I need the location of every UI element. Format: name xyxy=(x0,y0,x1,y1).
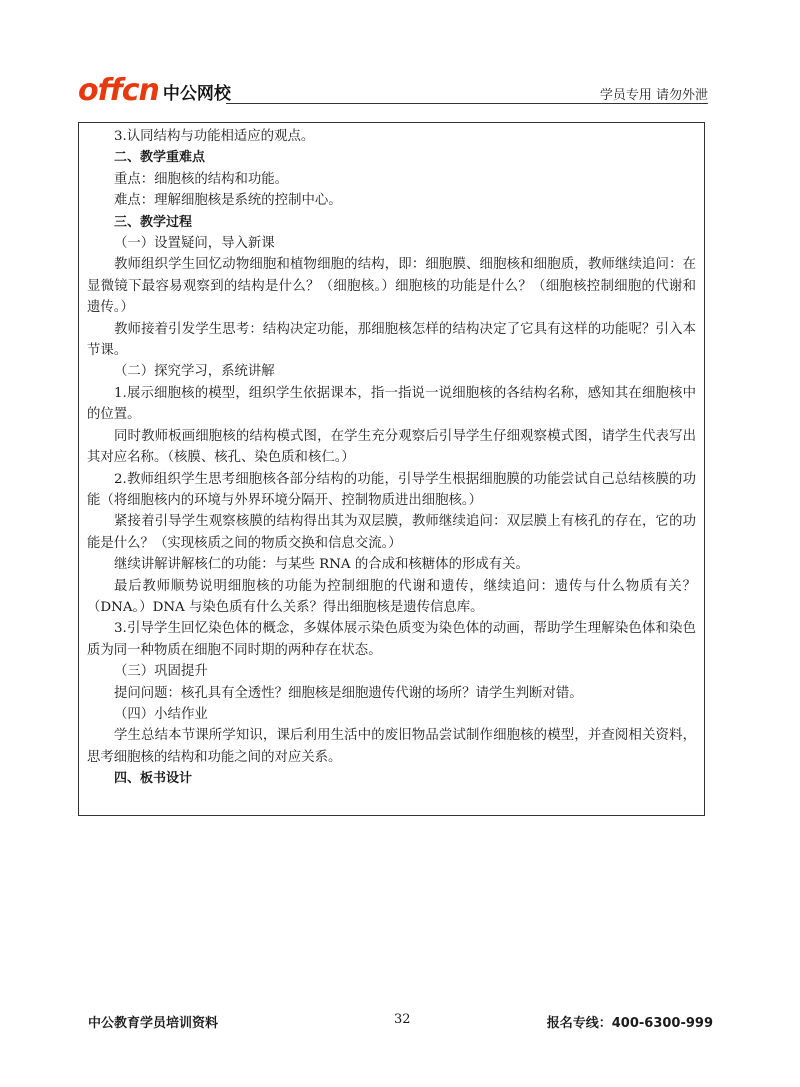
subheading-consolidate: （三）巩固提升 xyxy=(114,664,208,680)
page-header xyxy=(78,72,708,108)
paragraph: 教师接着引发学生思考：结构决定功能，那细胞核怎样的结构决定了它具有这样的功能呢？引入本节课。 xyxy=(87,321,696,359)
key-point: 重点：细胞核的结构和功能。 xyxy=(114,171,289,187)
paragraph: 紧接着引导学生观察核膜的结构得出其为双层膜，教师继续追问：双层膜上有核孔的存在，它的功能是什么？（实现核质之间的物质交换和信息交流。） xyxy=(87,514,696,551)
footer-title: 中公教育学员培训资料 xyxy=(88,1016,219,1031)
section-heading-board: 四、板书设计 xyxy=(114,771,193,787)
confidential-notice: 学员专用 请勿外泄 xyxy=(599,88,708,103)
subheading-intro: （一）设置疑问，导入新课 xyxy=(114,236,275,252)
difficult-point: 难点：理解细胞核是系统的控制中心。 xyxy=(114,193,342,209)
objective-3: 3.认同结构与功能相适应的观点。 xyxy=(114,129,315,144)
page-number: 32 xyxy=(394,1012,411,1027)
paragraph: 最后教师顺势说明细胞核的功能为控制细胞的代谢和遗传，继续追问：遗传与什么物质有关？（DNA。）DNA 与染色质有什么关系？得出细胞核是遗传信息库。 xyxy=(87,578,696,615)
logo-chinese-name: 中公网校 xyxy=(162,84,231,104)
paragraph: 继续讲解讲解核仁的功能：与某些 RNA 的合成和核糖体的形成有关。 xyxy=(114,557,529,573)
paragraph: 3.引导学生回忆染色体的概念，多媒体展示染色质变为染色体的动画，帮助学生理解染色体和染色质为同一种物质在细胞不同时期的两种存在状态。 xyxy=(87,621,696,658)
page-footer xyxy=(88,1012,713,1032)
paragraph: 同时教师板画细胞核的结构模式图，在学生充分观察后引导学生仔细观察模式图，请学生代表写出其对应名称。（核膜、核孔、染色质和核仁。） xyxy=(87,428,696,466)
paragraph: 提问问题：核孔具有全透性？细胞核是细胞遗传代谢的场所？请学生判断对错。 xyxy=(114,685,583,701)
offcn-logo xyxy=(78,72,231,106)
section-heading-process: 三、教学过程 xyxy=(114,214,193,230)
subheading-explore: （二）探究学习，系统讲解 xyxy=(114,364,275,380)
header-rule xyxy=(226,103,708,104)
paragraph: 学生总结本节课所学知识，课后利用生活中的废旧物品尝试制作细胞核的模型，并查阅相关资料，思考细胞核的结构和功能之间的对应关系。 xyxy=(87,728,696,765)
paragraph: 教师组织学生回忆动物细胞和植物细胞的结构，即：细胞膜、细胞核和细胞质，教师继续追问：在显微镜下最容易观察到的结构是什么？（细胞核。）细胞核的功能是什么？（细胞核控制细胞的代谢和遗传。） xyxy=(87,257,696,316)
lesson-content-box xyxy=(78,122,705,816)
hotline: 报名专线：400-6300-999 xyxy=(546,1016,713,1031)
paragraph: 2.教师组织学生思考细胞核各部分结构的功能，引导学生根据细胞膜的功能尝试自己总结核膜的功能（将细胞核内的环境与外界环境分隔开、控制物质进出细胞核。） xyxy=(87,471,696,508)
logo-wordmark: offcn xyxy=(78,73,159,108)
paragraph: 1.展示细胞核的模型，组织学生依据课本，指一指说一说细胞核的各结构名称，感知其在细胞核中的位置。 xyxy=(87,385,696,423)
section-heading-key-points: 二、教学重难点 xyxy=(114,150,206,166)
subheading-summary: （四）小结作业 xyxy=(114,706,208,722)
